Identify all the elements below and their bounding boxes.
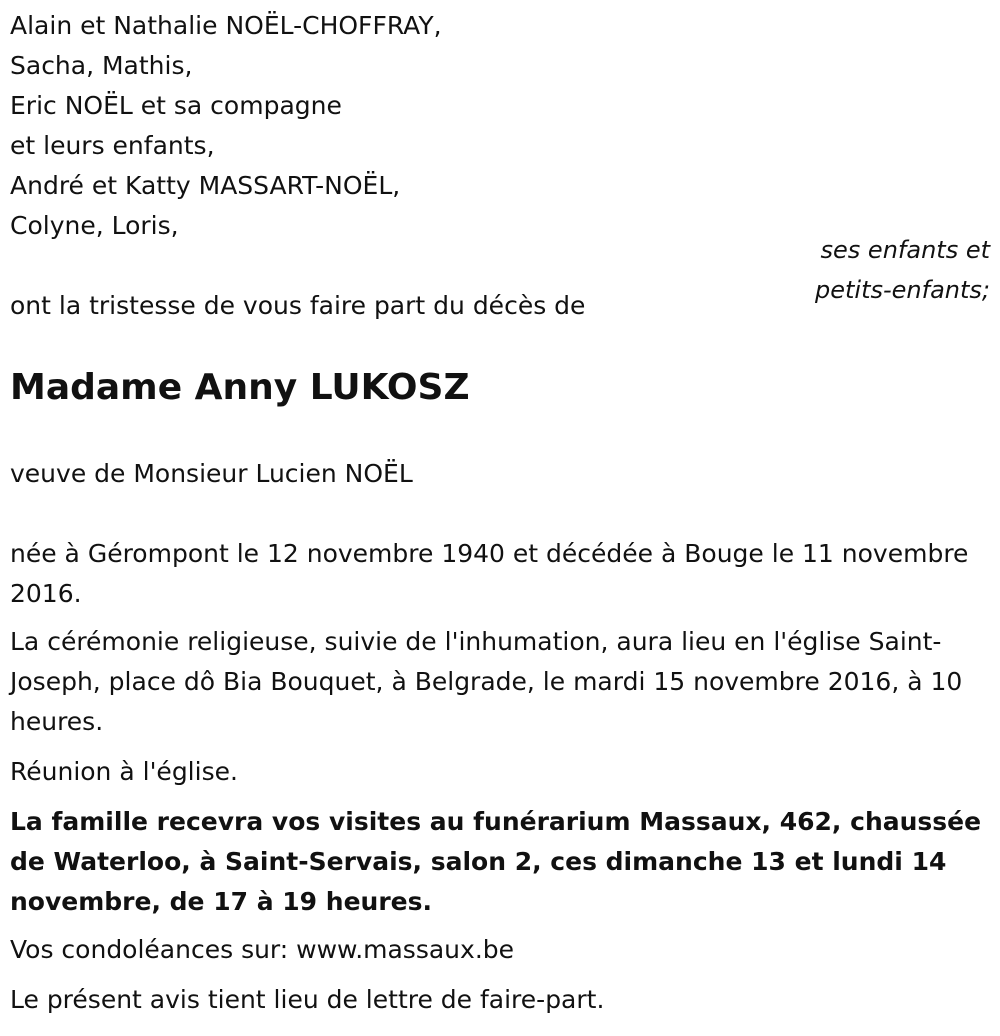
notice-paragraph: Le présent avis tient lieu de lettre de faire-part. xyxy=(10,985,605,1014)
family-line-3: Eric NOËL et sa compagne xyxy=(10,91,342,120)
widow-of-text: veuve de Monsieur Lucien NOËL xyxy=(10,459,413,488)
meeting-paragraph: Réunion à l'église. xyxy=(10,757,238,786)
announcement-text: ont la tristesse de vous faire part du décès de xyxy=(10,291,586,320)
ceremony-paragraph: La cérémonie religieuse, suivie de l'inhumation, aura lieu en l'église Saint-Joseph, place dô Bia Bouquet, à Belgrade, le mardi 15 novembre 2016, à 10 heures. xyxy=(10,627,963,736)
family-relation-note xyxy=(815,230,990,310)
birth-death-paragraph: née à Gérompont le 12 novembre 1940 et décédée à Bouge le 11 novembre 2016. xyxy=(10,539,969,608)
relation-line-2: petits-enfants; xyxy=(815,276,990,304)
visits-paragraph: La famille recevra vos visites au funérarium Massaux, 462, chaussée de Waterloo, à Saint-Servais, salon 2, ces dimanche 13 et lundi 14 novembre, de 17 à 19 heures. xyxy=(10,807,982,916)
family-line-2: Sacha, Mathis, xyxy=(10,51,193,80)
condolences-paragraph: Vos condoléances sur: www.massaux.be xyxy=(10,935,515,964)
family-line-5: André et Katty MASSART-NOËL, xyxy=(10,171,401,200)
deceased-name: Madame Anny LUKOSZ xyxy=(10,367,470,408)
family-line-4: et leurs enfants, xyxy=(10,131,215,160)
family-line-6: Colyne, Loris, xyxy=(10,211,179,240)
relation-line-1: ses enfants et xyxy=(820,236,990,264)
family-line-1: Alain et Nathalie NOËL-CHOFFRAY, xyxy=(10,11,442,40)
